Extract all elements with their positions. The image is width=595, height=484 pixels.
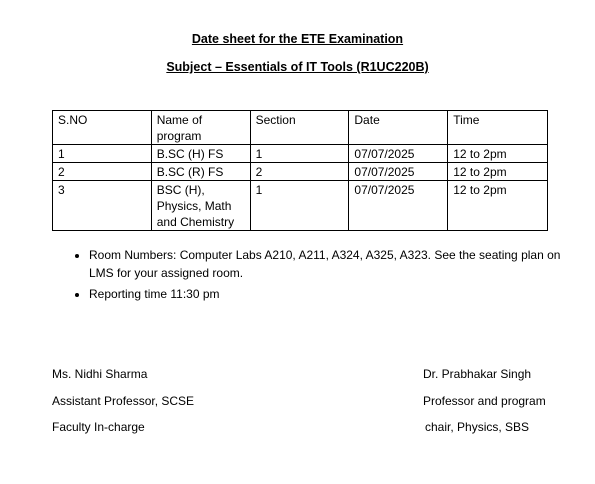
left-signatory-role: Faculty In-charge bbox=[52, 420, 145, 434]
right-signatory-designation: Professor and program bbox=[423, 394, 546, 408]
table-row bbox=[53, 145, 548, 163]
note-room-numbers: • Room Numbers: Computer Labs A210, A211, A324, A325, A323. See the seating plan on LMS for your assigned room. bbox=[89, 246, 569, 282]
cell-time: 12 to 2pm bbox=[448, 163, 548, 181]
cell-sno: 2 bbox=[53, 163, 152, 181]
cell-section: 2 bbox=[250, 163, 349, 181]
cell-program: B.SC (H) FS bbox=[151, 145, 250, 163]
cell-program: B.SC (R) FS bbox=[151, 163, 250, 181]
cell-section: 1 bbox=[250, 181, 349, 231]
header-program: Name of program bbox=[151, 111, 250, 145]
table-header-row bbox=[53, 111, 548, 145]
cell-section: 1 bbox=[250, 145, 349, 163]
cell-sno: 3 bbox=[53, 181, 152, 231]
header-sno: S.NO bbox=[53, 111, 152, 145]
notes-list bbox=[70, 246, 569, 306]
cell-date: 07/07/2025 bbox=[349, 181, 448, 231]
cell-program: BSC (H), Physics, Math and Chemistry bbox=[151, 181, 250, 231]
note-reporting-time: • Reporting time 11:30 pm bbox=[89, 285, 569, 303]
header-time: Time bbox=[448, 111, 548, 145]
cell-time: 12 to 2pm bbox=[448, 181, 548, 231]
cell-date: 07/07/2025 bbox=[349, 145, 448, 163]
table-row bbox=[53, 181, 548, 231]
left-signatory-designation: Assistant Professor, SCSE bbox=[52, 394, 195, 408]
table-row bbox=[53, 163, 548, 181]
left-signatory-name: Ms. Nidhi Sharma bbox=[52, 367, 148, 381]
header-date: Date bbox=[349, 111, 448, 145]
cell-time: 12 to 2pm bbox=[448, 145, 548, 163]
right-signatory-name: Dr. Prabhakar Singh bbox=[423, 367, 532, 381]
date-sheet-table bbox=[52, 110, 548, 231]
cell-sno: 1 bbox=[53, 145, 152, 163]
cell-date: 07/07/2025 bbox=[349, 163, 448, 181]
header-section: Section bbox=[250, 111, 349, 145]
right-signatory-role: chair, Physics, SBS bbox=[425, 420, 530, 434]
document-title: Date sheet for the ETE Examination bbox=[191, 32, 404, 46]
subject-title: Subject – Essentials of IT Tools (R1UC220B) bbox=[166, 60, 429, 74]
